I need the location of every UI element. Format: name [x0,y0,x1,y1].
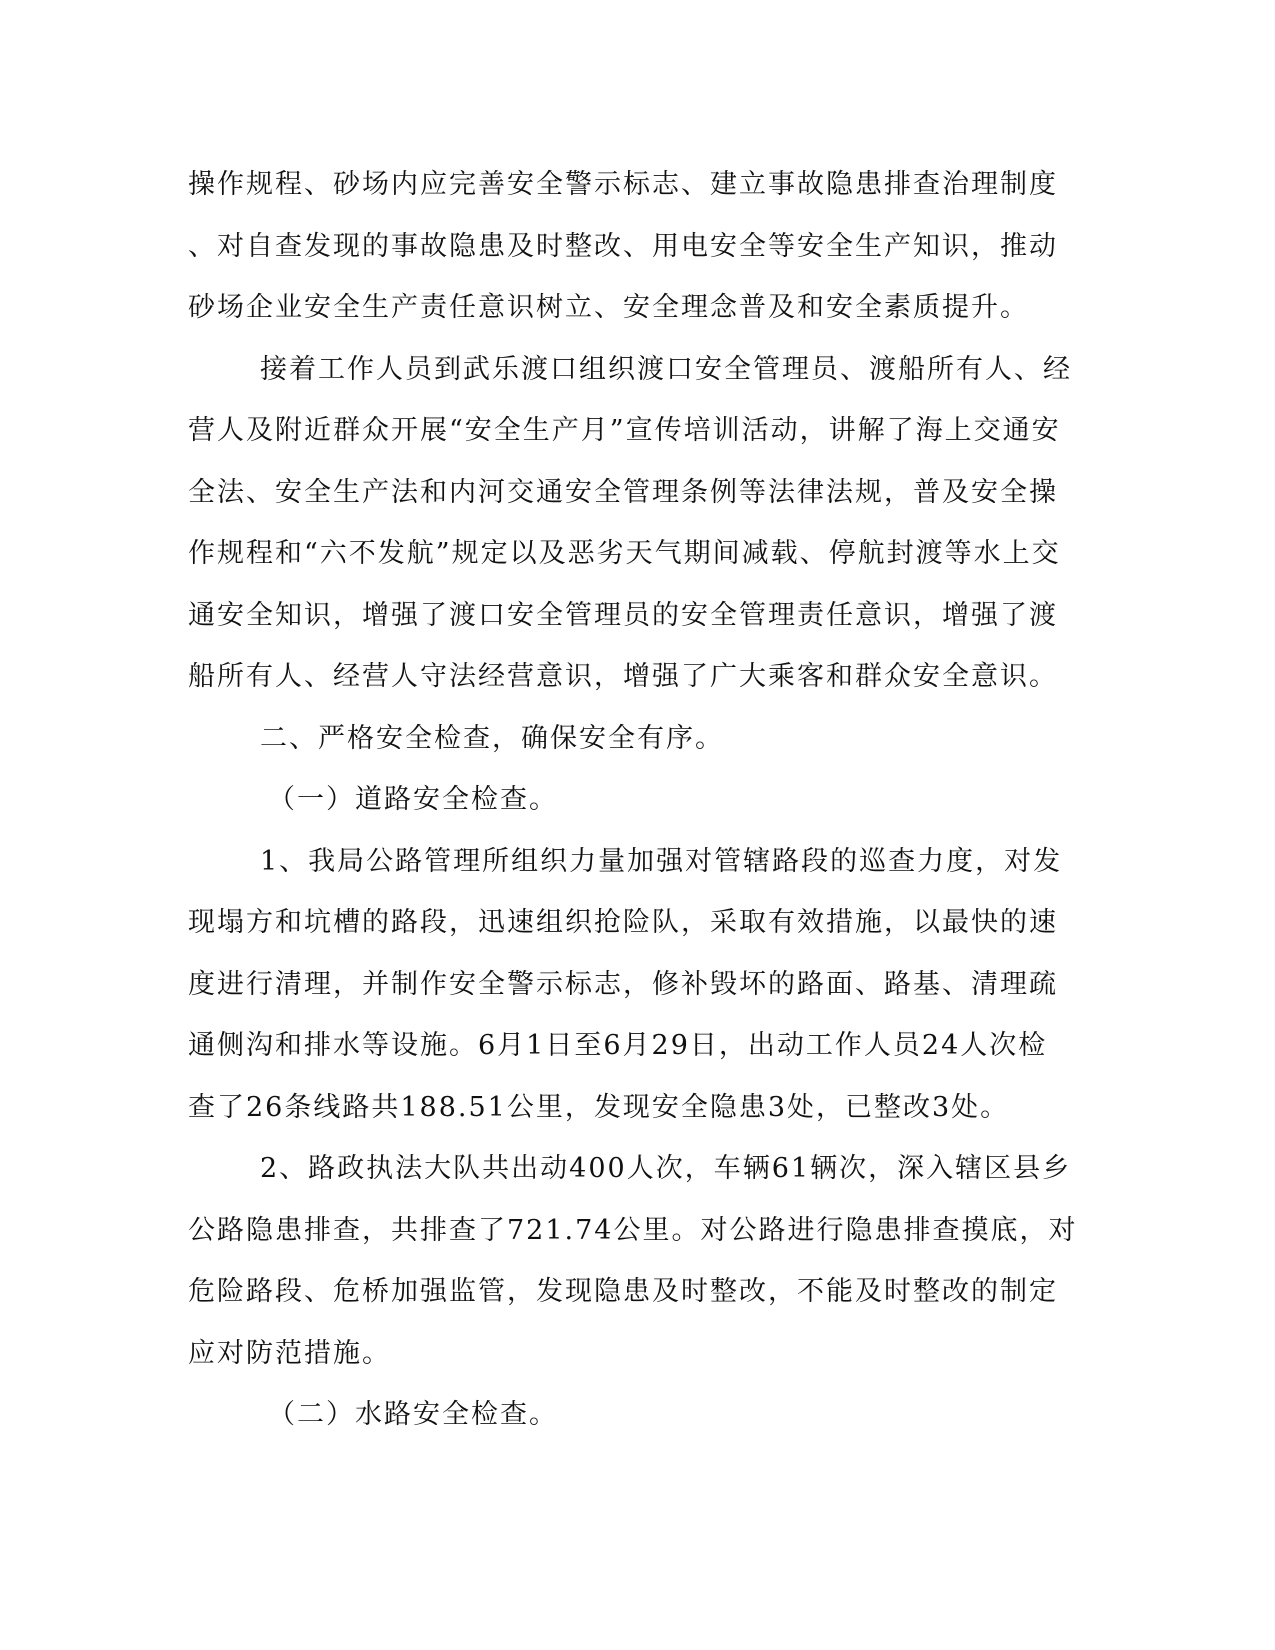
text-line: 现塌方和坑槽的路段，迅速组织抢险队，采取有效措施，以最快的速 [188,907,1058,938]
paragraph-start-line: 2、路政执法大队共出动400人次，车辆61辆次，深入辖区县乡 [260,1153,1072,1184]
subsection-heading: （二）水路安全检查。 [268,1399,558,1430]
paragraph-start-line: 1、我局公路管理所组织力量加强对管辖路段的巡查力度，对发 [260,845,1063,877]
text-line: 、对自查发现的事故隐患及时整改、用电安全等安全生产知识，推动 [188,230,1058,262]
text-line: 危险路段、危桥加强监管，发现隐患及时整改，不能及时整改的制定 [188,1276,1058,1307]
document-body [188,154,1078,1446]
section-heading: 二、严格安全检查，确保安全有序。 [260,722,724,754]
text-line: 船所有人、经营人守法经营意识，增强了广大乘客和群众安全意识。 [188,661,1058,692]
text-line: 全法、安全生产法和内河交通安全管理条例等法律法规，普及安全操 [188,476,1058,508]
text-line: 度进行清理，并制作安全警示标志，修补毁坏的路面、路基、清理疏 [188,968,1058,1000]
text-line: 公路隐患排查，共排查了721.74公里。对公路进行隐患排查摸底，对 [188,1214,1078,1246]
text-line: 查了26条线路共188.51公里，发现安全隐患3处，已整改3处。 [188,1091,1010,1123]
text-line: 砂场企业安全生产责任意识树立、安全理念普及和安全素质提升。 [188,292,1029,323]
text-line: 通侧沟和排水等设施。6月1日至6月29日，出动工作人员24人次检 [188,1030,1048,1061]
subsection-heading: （一）道路安全检查。 [268,784,558,815]
text-line: 应对防范措施。 [188,1337,391,1369]
paragraph-start-line: 接着工作人员到武乐渡口组织渡口安全管理员、渡船所有人、经 [260,353,1072,385]
text-line: 通安全知识，增强了渡口安全管理员的安全管理责任意识，增强了渡 [188,599,1058,631]
text-line: 作规程和“六不发航”规定以及恶劣天气期间减载、停航封渡等水上交 [188,538,1061,569]
text-line: 操作规程、砂场内应完善安全警示标志、建立事故隐患排查治理制度 [188,169,1058,200]
text-line: 营人及附近群众开展“安全生产月”宣传培训活动，讲解了海上交通安 [188,415,1061,446]
